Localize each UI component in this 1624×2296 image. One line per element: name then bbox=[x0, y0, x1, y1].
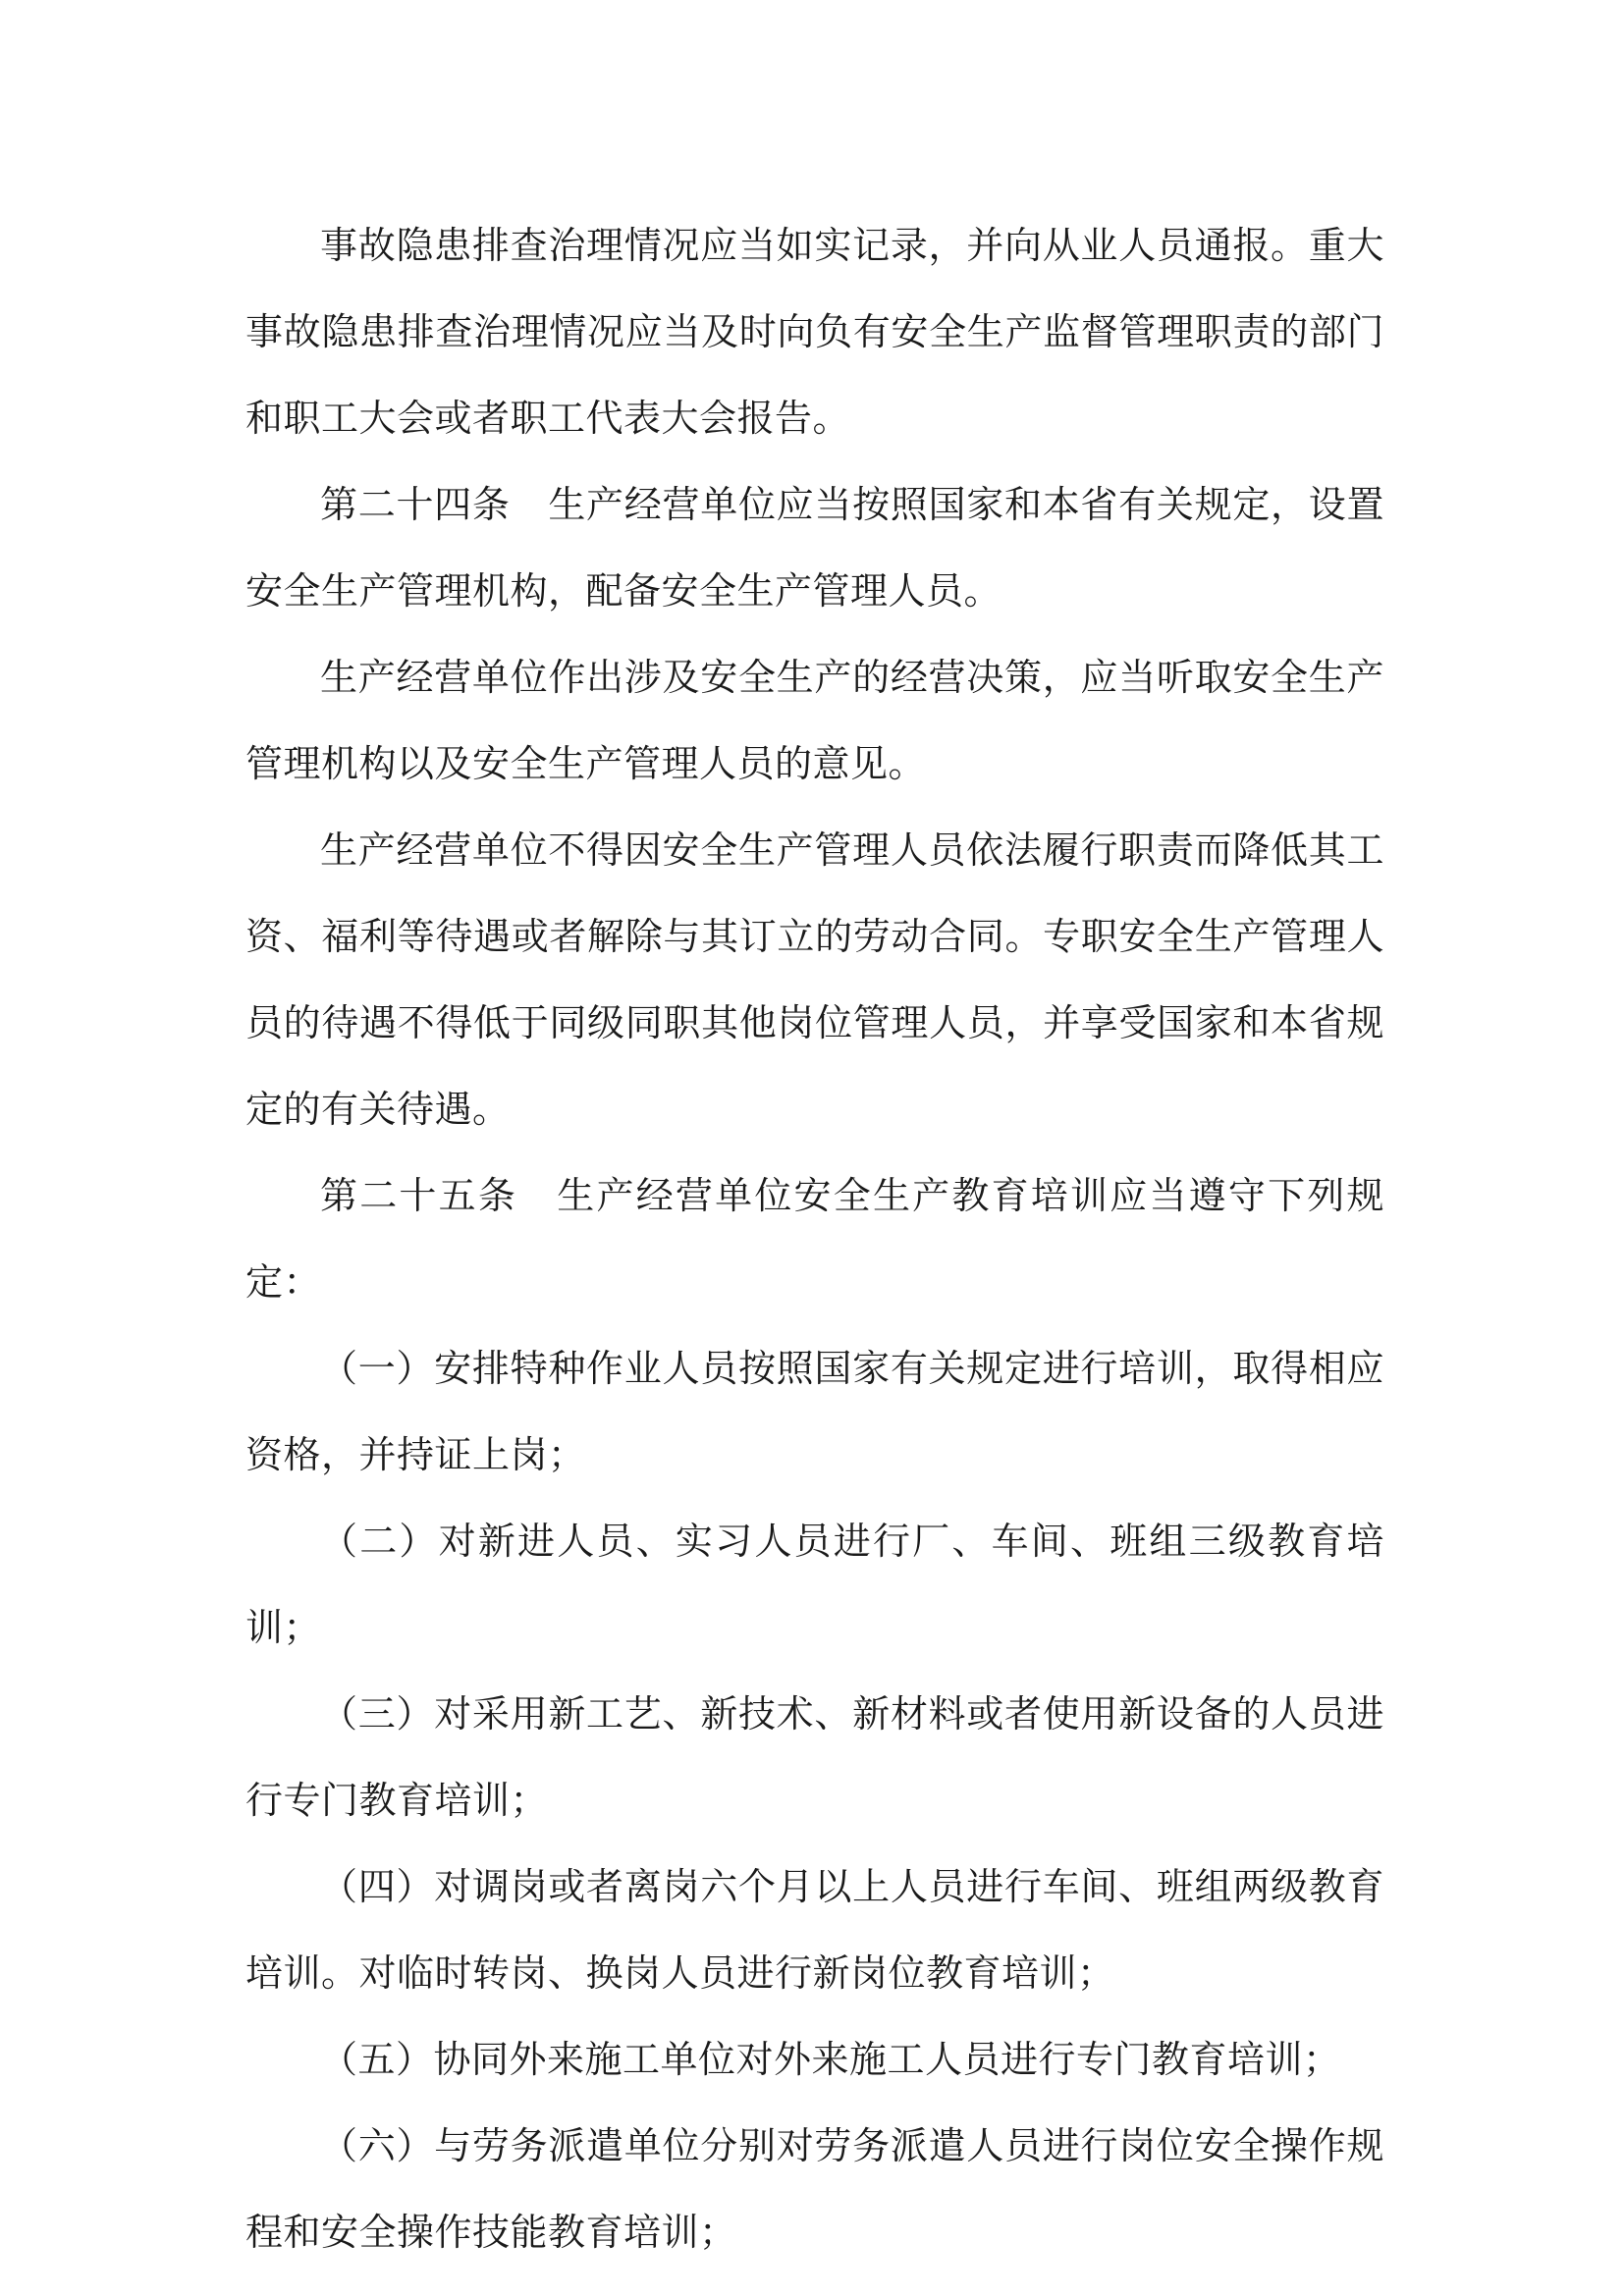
list-item-4: （四）对调岗或者离岗六个月以上人员进行车间、班组两级教育培训。对临时转岗、换岗人员进行新岗位教育培训； bbox=[245, 1865, 1384, 1995]
paragraph-article-24: 第二十四条 生产经营单位应当按照国家和本省有关规定，设置安全生产管理机构，配备安全生产管理人员。 bbox=[245, 483, 1384, 613]
list-item-1: （一）安排特种作业人员按照国家有关规定进行培训，取得相应资格，并持证上岗； bbox=[245, 1347, 1384, 1476]
paragraph-business-decisions: 生产经营单位作出涉及安全生产的经营决策，应当听取安全生产管理机构以及安全生产管理人员的意见。 bbox=[245, 656, 1384, 785]
list-item-2: （二）对新进人员、实习人员进行厂、车间、班组三级教育培训； bbox=[245, 1520, 1384, 1649]
paragraph-hazard-record: 事故隐患排查治理情况应当如实记录，并向从业人员通报。重大事故隐患排查治理情况应当及时向负有安全生产监督管理职责的部门和职工大会或者职工代表大会报告。 bbox=[245, 224, 1384, 440]
list-item-3: （三）对采用新工艺、新技术、新材料或者使用新设备的人员进行专门教育培训； bbox=[245, 1692, 1384, 1822]
list-item-5: （五）协同外来施工单位对外来施工人员进行专门教育培训； bbox=[320, 2038, 1341, 2081]
document-body bbox=[245, 202, 1384, 2275]
paragraph-article-25: 第二十五条 生产经营单位安全生产教育培训应当遵守下列规定： bbox=[245, 1174, 1384, 1304]
list-item-6: （六）与劳务派遣单位分别对劳务派遣人员进行岗位安全操作规程和安全操作技能教育培训； bbox=[245, 2124, 1384, 2254]
paragraph-manager-treatment: 生产经营单位不得因安全生产管理人员依法履行职责而降低其工资、福利等待遇或者解除与其订立的劳动合同。专职安全生产管理人员的待遇不得低于同级同职其他岗位管理人员，并享受国家和本省规定的有关待遇。 bbox=[245, 828, 1384, 1131]
